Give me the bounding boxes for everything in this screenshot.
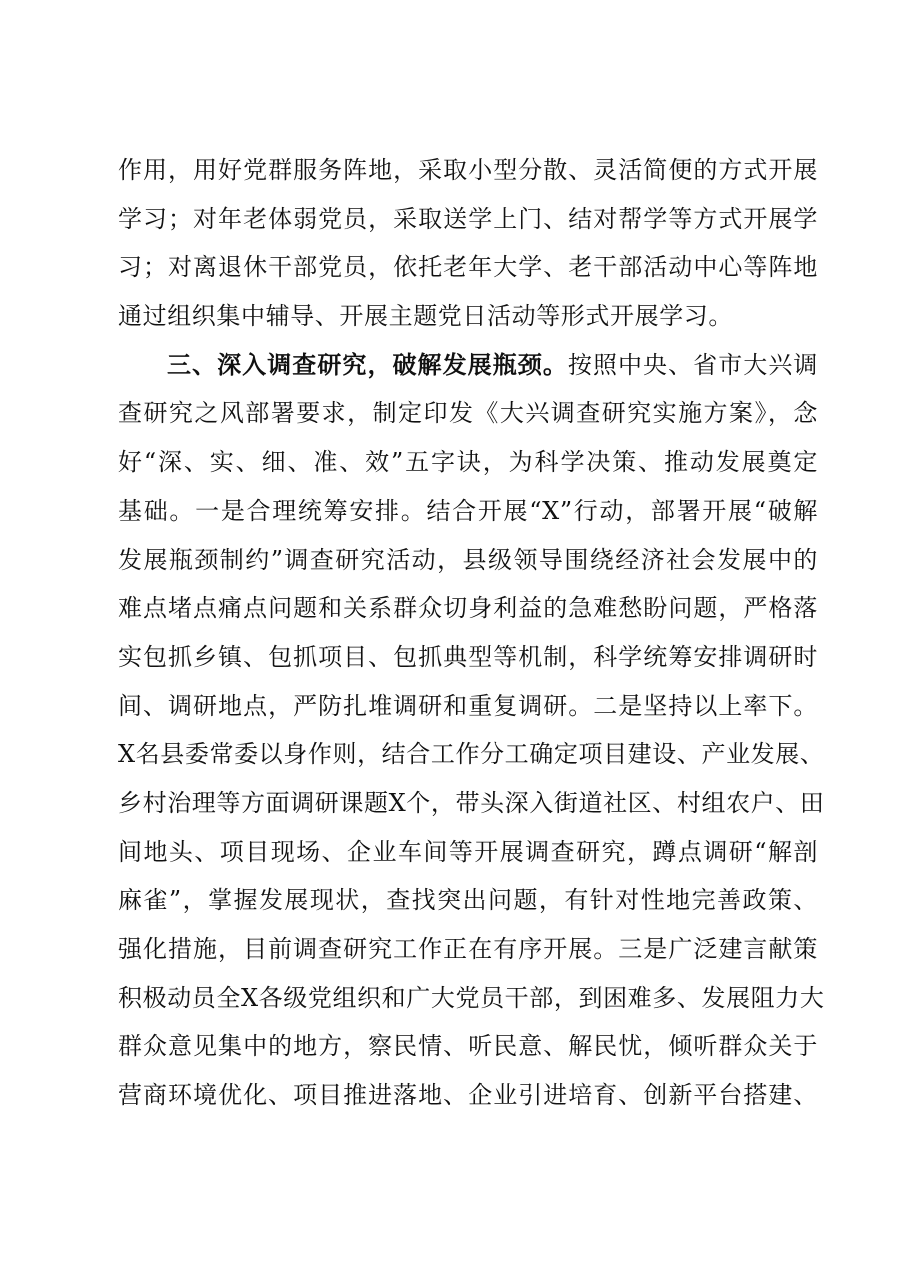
paragraph-text: 按照中央、省市大兴调 (567, 350, 818, 379)
text-line: 难点堵点痛点问题和关系群众切身利益的急难愁盼问题，严格落 (118, 594, 818, 623)
text-line: 发展瓶颈制约”调查研究活动，县级领导围绕经济社会发展中的 (118, 545, 818, 574)
text-line: 积极动员全X各级党组织和广大党员干部，到困难多、发展阻力大 (118, 983, 825, 1012)
text-line: 强化措施，目前调查研究工作正在有序开展。三是广泛建言献策 (118, 935, 818, 963)
text-line: 间地头、项目现场、企业车间等开展调查研究，蹲点调研“解剖 (118, 837, 818, 866)
text-line: X名县委常委以身作则，结合工作分工确定项目建设、产业发展、 (118, 740, 825, 769)
text-line: 间、调研地点，严防扎堆调研和重复调研。二是坚持以上率下。 (118, 691, 818, 720)
document-body (118, 146, 825, 1120)
text-line: 群众意见集中的地方，察民情、听民意、解民忧，倾听群众关于 (118, 1032, 818, 1061)
text-line: 营商环境优化、项目推进落地、企业引进培育、创新平台搭建、 (118, 1081, 818, 1110)
text-line: 好“深、实、细、准、效”五字诀，为科学决策、推动发展奠定 (118, 448, 818, 477)
text-line: 学习；对年老体弱党员，采取送学上门、结对帮学等方式开展学 (118, 204, 818, 233)
section-heading-line (118, 341, 818, 390)
text-line: 基础。一是合理统筹安排。结合开展“X”行动，部署开展“破解 (118, 496, 818, 525)
section-heading: 三、深入调查研究，破解发展瓶颈。 (167, 349, 568, 379)
text-line: 通过组织集中辅导、开展主题党日活动等形式开展学习。 (118, 302, 733, 331)
text-line: 查研究之风部署要求，制定印发《大兴调查研究实施方案》，念 (118, 399, 818, 428)
text-line: 麻雀”，掌握发展现状，查找突出问题，有针对性地完善政策、 (118, 886, 818, 915)
text-line: 实包抓乡镇、包抓项目、包抓典型等机制，科学统筹安排调研时 (118, 642, 818, 671)
text-line: 作用，用好党群服务阵地，采取小型分散、灵活简便的方式开展 (118, 156, 818, 184)
text-line: 习；对离退休干部党员，依托老年大学、老干部活动中心等阵地 (118, 253, 818, 282)
text-line: 乡村治理等方面调研课题X个，带头深入街道社区、村组农户、田 (118, 788, 825, 817)
